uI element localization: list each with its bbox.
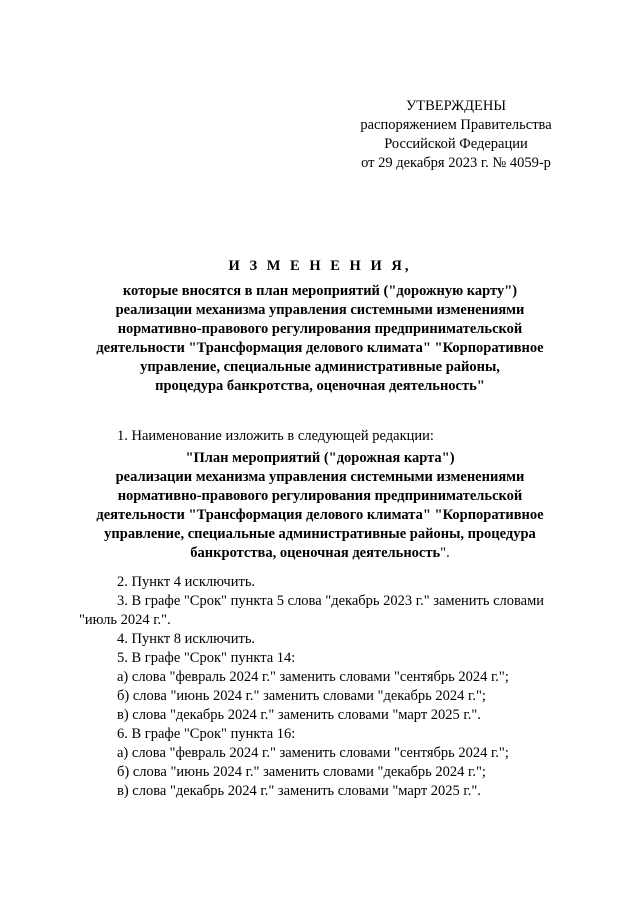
approval-line-2: распоряжением Правительства: [360, 117, 552, 133]
title-heading: И З М Е Н Е Н И Я,: [228, 258, 412, 274]
item-2: 2. Пункт 4 исключить.: [117, 574, 256, 590]
item-5-a: а) слова "февраль 2024 г." заменить словами "сентябрь 2024 г.";: [117, 669, 509, 685]
title-line: которые вносятся в план мероприятий ("дорожную карту"): [122, 283, 518, 299]
item-5-b: б) слова "июнь 2024 г." заменить словами "декабрь 2024 г.";: [117, 688, 486, 704]
item-6-c: в) слова "декабрь 2024 г." заменить словами "март 2025 г.".: [117, 783, 481, 799]
quote-line: нормативно-правового регулирования предпринимательской: [117, 488, 523, 504]
quoted-new-name: [60, 449, 580, 563]
quote-line: деятельности "Трансформация делового климата" "Корпоративное: [96, 507, 544, 523]
item-4: 4. Пункт 8 исключить.: [117, 631, 256, 647]
item-5: 5. В графе "Срок" пункта 14:: [117, 650, 296, 666]
title-line: деятельности "Трансформация делового климата" "Корпоративное: [96, 340, 544, 356]
quote-last-line: [60, 544, 580, 563]
item-5-c: в) слова "декабрь 2024 г." заменить словами "март 2025 г.".: [117, 707, 481, 723]
title-line: реализации механизма управления системными изменениями: [115, 302, 525, 318]
quote-line: "План мероприятий ("дорожная карта"): [185, 450, 455, 466]
item-6-a: а) слова "февраль 2024 г." заменить словами "сентябрь 2024 г.";: [117, 745, 509, 761]
quote-last-tail: ".: [440, 545, 450, 561]
approval-line-1: УТВЕРЖДЕНЫ: [405, 98, 507, 114]
document-title: [60, 257, 580, 396]
approval-line-4: от 29 декабря 2023 г. № 4059-р: [361, 155, 551, 171]
approval-stamp: [356, 97, 556, 173]
item-6: 6. В графе "Срок" пункта 16:: [117, 726, 296, 742]
approval-line-3: Российской Федерации: [384, 136, 528, 152]
item-3-continuation: "июль 2024 г.".: [79, 612, 171, 628]
quote-line: реализации механизма управления системными изменениями: [115, 469, 525, 485]
item-6-b: б) слова "июнь 2024 г." заменить словами "декабрь 2024 г.";: [117, 764, 486, 780]
quote-last-bold: банкротства, оценочная деятельность: [190, 545, 441, 561]
title-line: управление, специальные административные районы,: [140, 359, 500, 375]
quote-line: управление, специальные административные районы, процедура: [104, 526, 536, 542]
title-line: процедура банкротства, оценочная деятельность": [155, 378, 485, 394]
item-3: 3. В графе "Срок" пункта 5 слова "декабрь 2023 г." заменить словами: [117, 593, 545, 609]
item-1: 1. Наименование изложить в следующей редакции:: [117, 428, 434, 444]
title-line: нормативно-правового регулирования предпринимательской: [117, 321, 523, 337]
